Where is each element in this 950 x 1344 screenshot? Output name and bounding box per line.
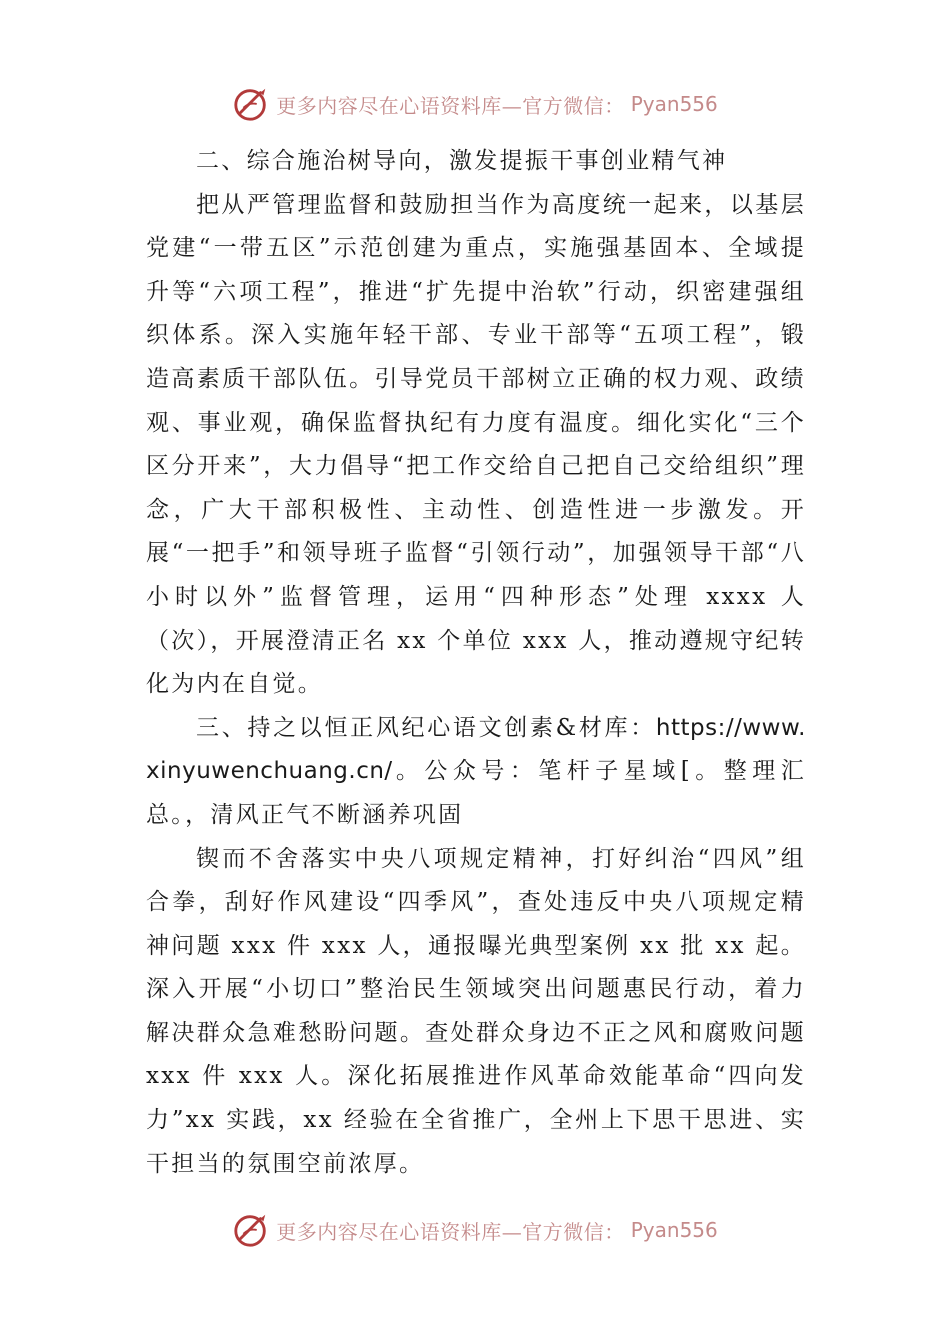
watermark-wechat-id: Pyan556	[630, 92, 718, 116]
section-heading-3-prefix: 三、持之以恒正风纪心语文创素&材库：	[196, 714, 656, 741]
pen-logo-icon	[232, 85, 270, 123]
watermark-text: 更多内容尽在心语资料库—官方微信：	[276, 93, 625, 118]
pen-logo-icon	[232, 1211, 270, 1249]
section-heading-3-suffix: 。公众号：笔杆子星域[。整理汇总。，清风正气不断涵养巩固	[146, 758, 806, 828]
watermark-wechat-id: Pyan556	[630, 1218, 718, 1242]
watermark-banner-bottom	[0, 1210, 950, 1250]
website-link[interactable]: https://www.xinyuwenchuang.cn/	[146, 714, 806, 785]
section-heading-2: 二、综合施治树导向，激发提振干事创业精气神	[196, 148, 728, 174]
section-paragraph-3: 锲而不舍落实中央八项规定精神，打好纠治“四风”组合拳，刮好作风建设“四季风”，查处违反中央八项规定精神问题 xxx 件 xxx 人，通报曝光典型案例 xx 批 xx 起。深入开展“小切口”整治民生领域突出问题惠民行动，着力解决群众急难愁盼问题。查处群众身边不正之风和腐败问题 xxx 件 xxx 人。深化拓展推进作风革命效能革命“四向发力”xx 实践，xx 经验在全省推广，全州上下思干思进、实干担当的氛围空前浓厚。	[146, 845, 806, 1177]
watermark-text: 更多内容尽在心语资料库—官方微信：	[276, 1219, 625, 1244]
section-paragraph-2: 把从严管理监督和鼓励担当作为高度统一起来，以基层党建“一带五区”示范创建为重点，实施强基固本、全域提升等“六项工程”，推进“扩先提中治软”行动，织密建强组织体系。深入实施年轻干部、专业干部等“五项工程”，锻造高素质干部队伍。引导党员干部树立正确的权力观、政绩观、事业观，确保监督执纪有力度有温度。细化实化“三个区分开来”，大力倡导“把工作交给自己把自己交给组织”理念，广大干部积极性、主动性、创造性进一步激发。开展“一把手”和领导班子监督“引领行动”，加强领导干部“八小时以外”监督管理，运用“四种形态”处理 xxxx 人（次），开展澄清正名 xx 个单位 xxx 人，推动遵规守纪转化为内在自觉。	[146, 191, 806, 698]
watermark-banner-top	[0, 84, 950, 124]
section-heading-3	[146, 707, 806, 838]
document-body	[146, 140, 806, 1186]
